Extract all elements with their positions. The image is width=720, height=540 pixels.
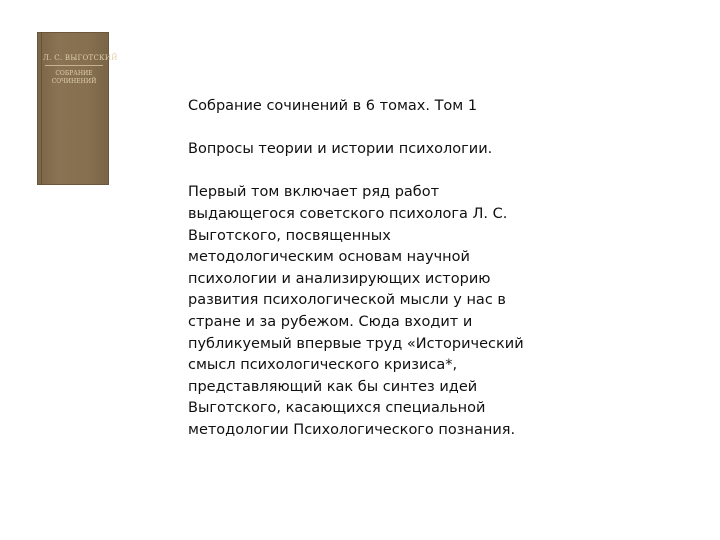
- book-subheading: Вопросы теории и истории психологии.: [188, 141, 493, 158]
- book-heading: Собрание сочинений в 6 томах. Том 1: [188, 98, 478, 114]
- book-description-block: [188, 96, 533, 442]
- book-description: Первый том включает ряд работ выдающегося советского психолога Л. С. Выготского, посвященных методологическим основам научной психологии и анализирующих историю развития психологической мысли у нас в стране и за рубежом. Сюда входит и публикуемый впервые труд «Исторический смысл психологического кризиса*, представляющий как бы синтез идей Выготского, касающихся специальной методологии Психологического познания.: [188, 184, 524, 438]
- book-cover-author: Л. С. ВЫГОТСКИЙ: [43, 54, 118, 62]
- book-cover-image: [37, 32, 118, 185]
- spacer: [188, 118, 533, 140]
- spacer: [188, 161, 533, 183]
- book-cover-rule: [45, 65, 103, 66]
- book-cover-title: СОБРАНИЕ СОЧИНЕНИЙ: [51, 70, 97, 85]
- book-cover-edge: [41, 32, 42, 185]
